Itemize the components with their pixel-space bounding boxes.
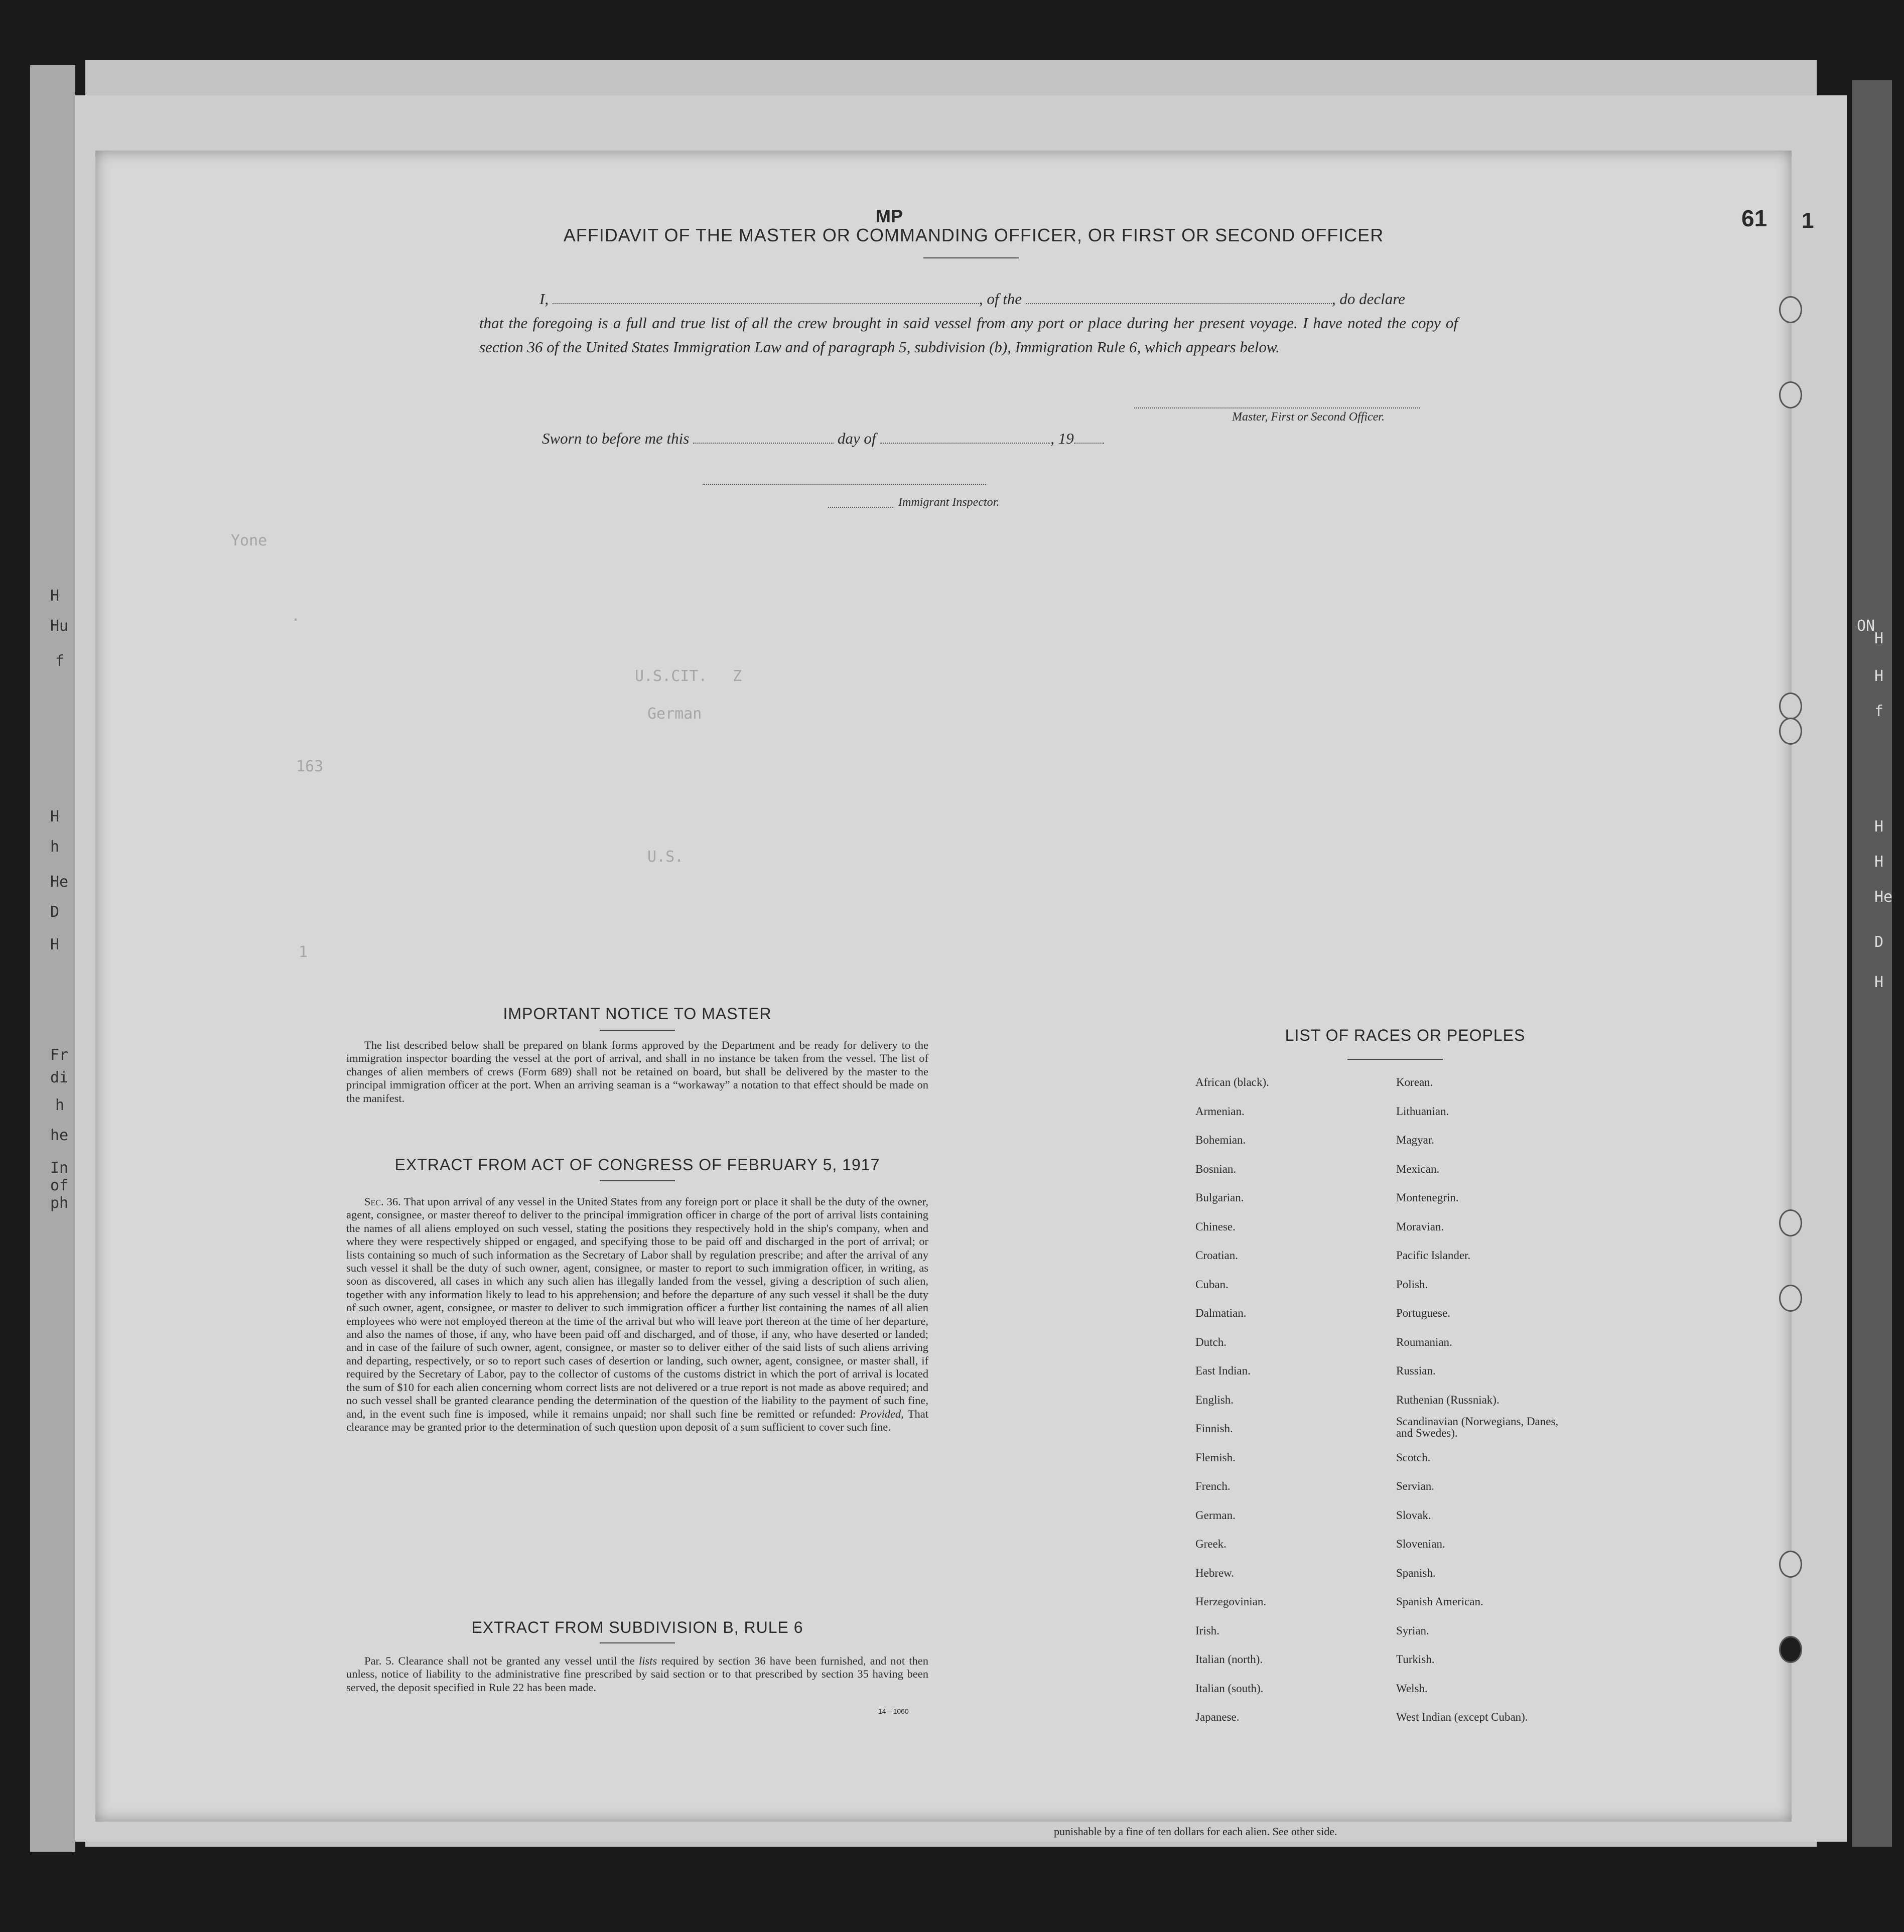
inspector-signature-line[interactable] (703, 483, 986, 485)
affidavit-title: AFFIDAVIT OF THE MASTER OR COMMANDING OFFICER, OR FIRST OR SECOND OFFICER (563, 225, 1384, 245)
right-page-edge: ON H H f H H He D H (1852, 80, 1892, 1847)
lists-word: lists (639, 1654, 657, 1667)
race-item: Hebrew. (1195, 1566, 1235, 1579)
race-item: Herzegovinian. (1195, 1595, 1267, 1608)
race-item: Magyar. (1396, 1134, 1435, 1146)
bleed-through-text: German (647, 705, 702, 723)
races-rule (1347, 1059, 1443, 1060)
race-item: Dutch. (1195, 1335, 1227, 1348)
race-item: West Indian (except Cuban). (1396, 1711, 1528, 1723)
inspector-label: Immigrant Inspector. (898, 496, 1000, 509)
punch-hole (1779, 1285, 1802, 1312)
notice-text (346, 1039, 928, 1105)
race-item: Slovenian. (1396, 1538, 1445, 1550)
notice-title: IMPORTANT NOTICE TO MASTER (503, 1005, 772, 1023)
sworn-day-label: day of (837, 430, 876, 447)
master-signature-label: Master, First or Second Officer. (1232, 410, 1385, 424)
race-item: Ruthenian (Russniak). (1396, 1393, 1500, 1406)
page-number: 61 (1741, 205, 1767, 231)
sworn-month-field[interactable] (880, 443, 1050, 444)
race-item: Flemish. (1195, 1451, 1236, 1464)
race-item: Spanish. (1396, 1566, 1436, 1579)
race-item: Italian (north). (1195, 1653, 1263, 1666)
form-page (95, 151, 1792, 1822)
race-item: Slovak. (1396, 1508, 1431, 1522)
bleed-through-text: Z (733, 667, 742, 685)
declaration-i: I, (539, 290, 549, 308)
form-number: 14—1060 (878, 1707, 909, 1715)
sworn-prefix: Sworn to before me this (542, 430, 690, 447)
punch-hole (1779, 693, 1802, 720)
race-item: Lithuanian. (1396, 1105, 1449, 1118)
punch-hole (1779, 1551, 1802, 1578)
officer-name-field[interactable] (553, 303, 979, 304)
declaration-of-the: , of the (979, 290, 1022, 308)
race-item: German. (1195, 1508, 1236, 1522)
race-item: Armenian. (1195, 1105, 1245, 1118)
race-item: East Indian. (1195, 1364, 1251, 1377)
punch-hole (1779, 718, 1802, 745)
race-item: Bohemian. (1195, 1134, 1246, 1146)
master-signature-line[interactable] (1134, 406, 1420, 408)
punch-hole (1779, 296, 1802, 323)
left-page-edge: H Hu f H h He D H Fr di h he In of ph (30, 65, 75, 1852)
race-item: Spanish American. (1396, 1595, 1483, 1608)
race-item: Welsh. (1396, 1682, 1428, 1695)
extract-rule-rule (600, 1642, 675, 1643)
races-title: LIST OF RACES OR PEOPLES (1285, 1026, 1526, 1044)
race-item: Pacific Islander. (1396, 1249, 1471, 1262)
affidavit-declaration (479, 287, 1458, 359)
race-item: Japanese. (1195, 1711, 1240, 1723)
race-item: Scandinavian (Norwegians, Danes, and Swedes). (1396, 1415, 1559, 1439)
vessel-name-field[interactable] (1026, 303, 1332, 304)
section-36-end: That clearance may be granted prior to the determination of such question upon deposit of a sum sufficient to cover such fine. (346, 1407, 929, 1433)
punch-hole (1779, 1209, 1802, 1236)
sworn-year-field[interactable] (1074, 443, 1104, 444)
race-item: Croatian. (1195, 1249, 1238, 1262)
race-item: Dalmatian. (1195, 1307, 1247, 1319)
declaration-do-declare: , do declare (1331, 290, 1405, 308)
notice-paragraph: The list described below shall be prepared on blank forms approved by the Department and be ready for delivery to the immigration inspector boarding the vessel at the port of arrival, and shall in no instance be taken from the vessel. The list of changes of alien members of crews (Form 689) shall not be retained on board, but shall be delivered by the master to the principal immigration officer at the port. When an arriving seaman is a “workaway” a notation to that effect should be made on the manifest. (346, 1039, 928, 1105)
race-item: Polish. (1396, 1278, 1428, 1291)
bleed-through-text: U.S. (647, 848, 684, 866)
page-number-underlying: 1 (1802, 208, 1814, 233)
race-item: French. (1195, 1480, 1231, 1492)
race-item: Greek. (1195, 1538, 1227, 1550)
race-item: Syrian. (1396, 1624, 1429, 1637)
race-item: Moravian. (1396, 1220, 1444, 1233)
race-item: Turkish. (1396, 1653, 1435, 1666)
race-item: Cuban. (1195, 1278, 1229, 1291)
race-item: Korean. (1396, 1076, 1433, 1088)
race-item: African (black). (1195, 1076, 1269, 1088)
race-item: Servian. (1396, 1480, 1435, 1492)
bleed-through-text: 163 (296, 758, 324, 775)
extract-act-title: EXTRACT FROM ACT OF CONGRESS OF FEBRUARY 5, 1917 (394, 1156, 880, 1174)
race-item: Irish. (1195, 1624, 1219, 1637)
section-label: Sec. 36. (364, 1195, 401, 1208)
extract-act-rule (600, 1180, 675, 1181)
extract-act-text (346, 1195, 928, 1434)
sworn-statement (542, 430, 1194, 448)
rule-text-start: Par. 5. Clearance shall not be granted any vessel until the (364, 1654, 635, 1667)
section-36-text: That upon arrival of any vessel in the United States from any foreign port or place it shall be the duty of the owner, agent, consignee, or master thereof to deliver to the principal immigration officer in charge of the port of arrival lists containing the names of all aliens employed on such vessel, stating the positions they respectively hold in the ship's company, when and where they were respectively shipped or engaged, and specifying those to be paid off and discharged in the port of arrival; or lists containing so much of such information as the Secretary of Labor shall by regulation prescribe; and after the arrival of any such vessel it shall be the duty of such owner, agent, consignee, or master to report to such immigration officer, in writing, as soon as discovered, all cases in which any such alien has illegally landed from the vessel, giving a description of such alien, together with any information likely to lead to his apprehension; and before the departure of any such vessel it shall be the duty of such owner, agent, consignee, or master to deliver to such immigration officer a further list containing the names of all alien employees who were not employed thereon at the time of the arrival but who will leave port thereon at the time of her departure, and also the names of those, if any, who have been paid off and discharged, and of those, if any, who have deserted or landed; and in case of the failure of such owner, agent, consignee, or master so to deliver either of the said lists of such aliens arriving and departing, respectively, or so to report such cases of desertion or landing, such owner, agent, consignee, or master shall, if required by the Secretary of Labor, pay to the collector of customs of the customs district in which the port of arrival is located the sum of $10 for each alien concerning whom correct lists are not delivered or a true report is not made as above required; and no such vessel shall be granted clearance pending the determination of the question of the liability to the payment of such fine, and, in the event such fine is imposed, while it remains unpaid; nor shall such fine be remitted or refunded: (346, 1195, 929, 1420)
race-item: Montenegrin. (1396, 1191, 1459, 1204)
race-item: Bosnian. (1195, 1162, 1237, 1175)
sworn-day-field[interactable] (693, 443, 834, 444)
provided-word: Provided, (860, 1407, 904, 1420)
declaration-body: that the foregoing is a full and true list of all the crew brought in said vessel from any port or place during her present voyage. I have noted the copy of section 36 of the United States Immigration Law and of paragraph 5, subdivision (b), Immigration Rule 6, which appears below. (479, 314, 1458, 356)
race-item: Portuguese. (1396, 1307, 1450, 1319)
extract-rule-text (346, 1654, 928, 1694)
title-rule (923, 257, 1019, 258)
race-item: Mexican. (1396, 1162, 1440, 1175)
punch-hole (1779, 1636, 1802, 1663)
inspector-signature-dots (828, 506, 893, 508)
race-item: English. (1195, 1393, 1234, 1406)
race-item: Italian (south). (1195, 1682, 1264, 1695)
extract-rule-title: EXTRACT FROM SUBDIVISION B, RULE 6 (471, 1618, 803, 1636)
race-item: Bulgarian. (1195, 1191, 1244, 1204)
race-item: Chinese. (1195, 1220, 1236, 1233)
bottom-note: punishable by a fine of ten dollars for each alien. See other side. (1054, 1825, 1337, 1838)
sworn-year-label: , 19 (1050, 430, 1074, 447)
bleed-through-text: 1 (299, 943, 308, 961)
race-item: Finnish. (1195, 1422, 1233, 1435)
race-item: Russian. (1396, 1364, 1436, 1377)
bleed-through-text: . (291, 607, 301, 625)
notice-rule (600, 1030, 675, 1031)
race-item: Scotch. (1396, 1451, 1431, 1464)
punch-hole (1779, 381, 1802, 408)
stamp-mark: MP (876, 206, 903, 226)
bleed-through-text: Yone (231, 532, 267, 549)
race-item: Roumanian. (1396, 1335, 1452, 1348)
bleed-through-text: U.S.CIT. (635, 667, 708, 685)
rule-text-end: required by section 36 have been furnished, and not then unless, notice of liability to the administrative fine prescribed by said section or to that prescribed by section 35 having been served, the deposit specified in Rule 22 has been made. (346, 1654, 929, 1694)
